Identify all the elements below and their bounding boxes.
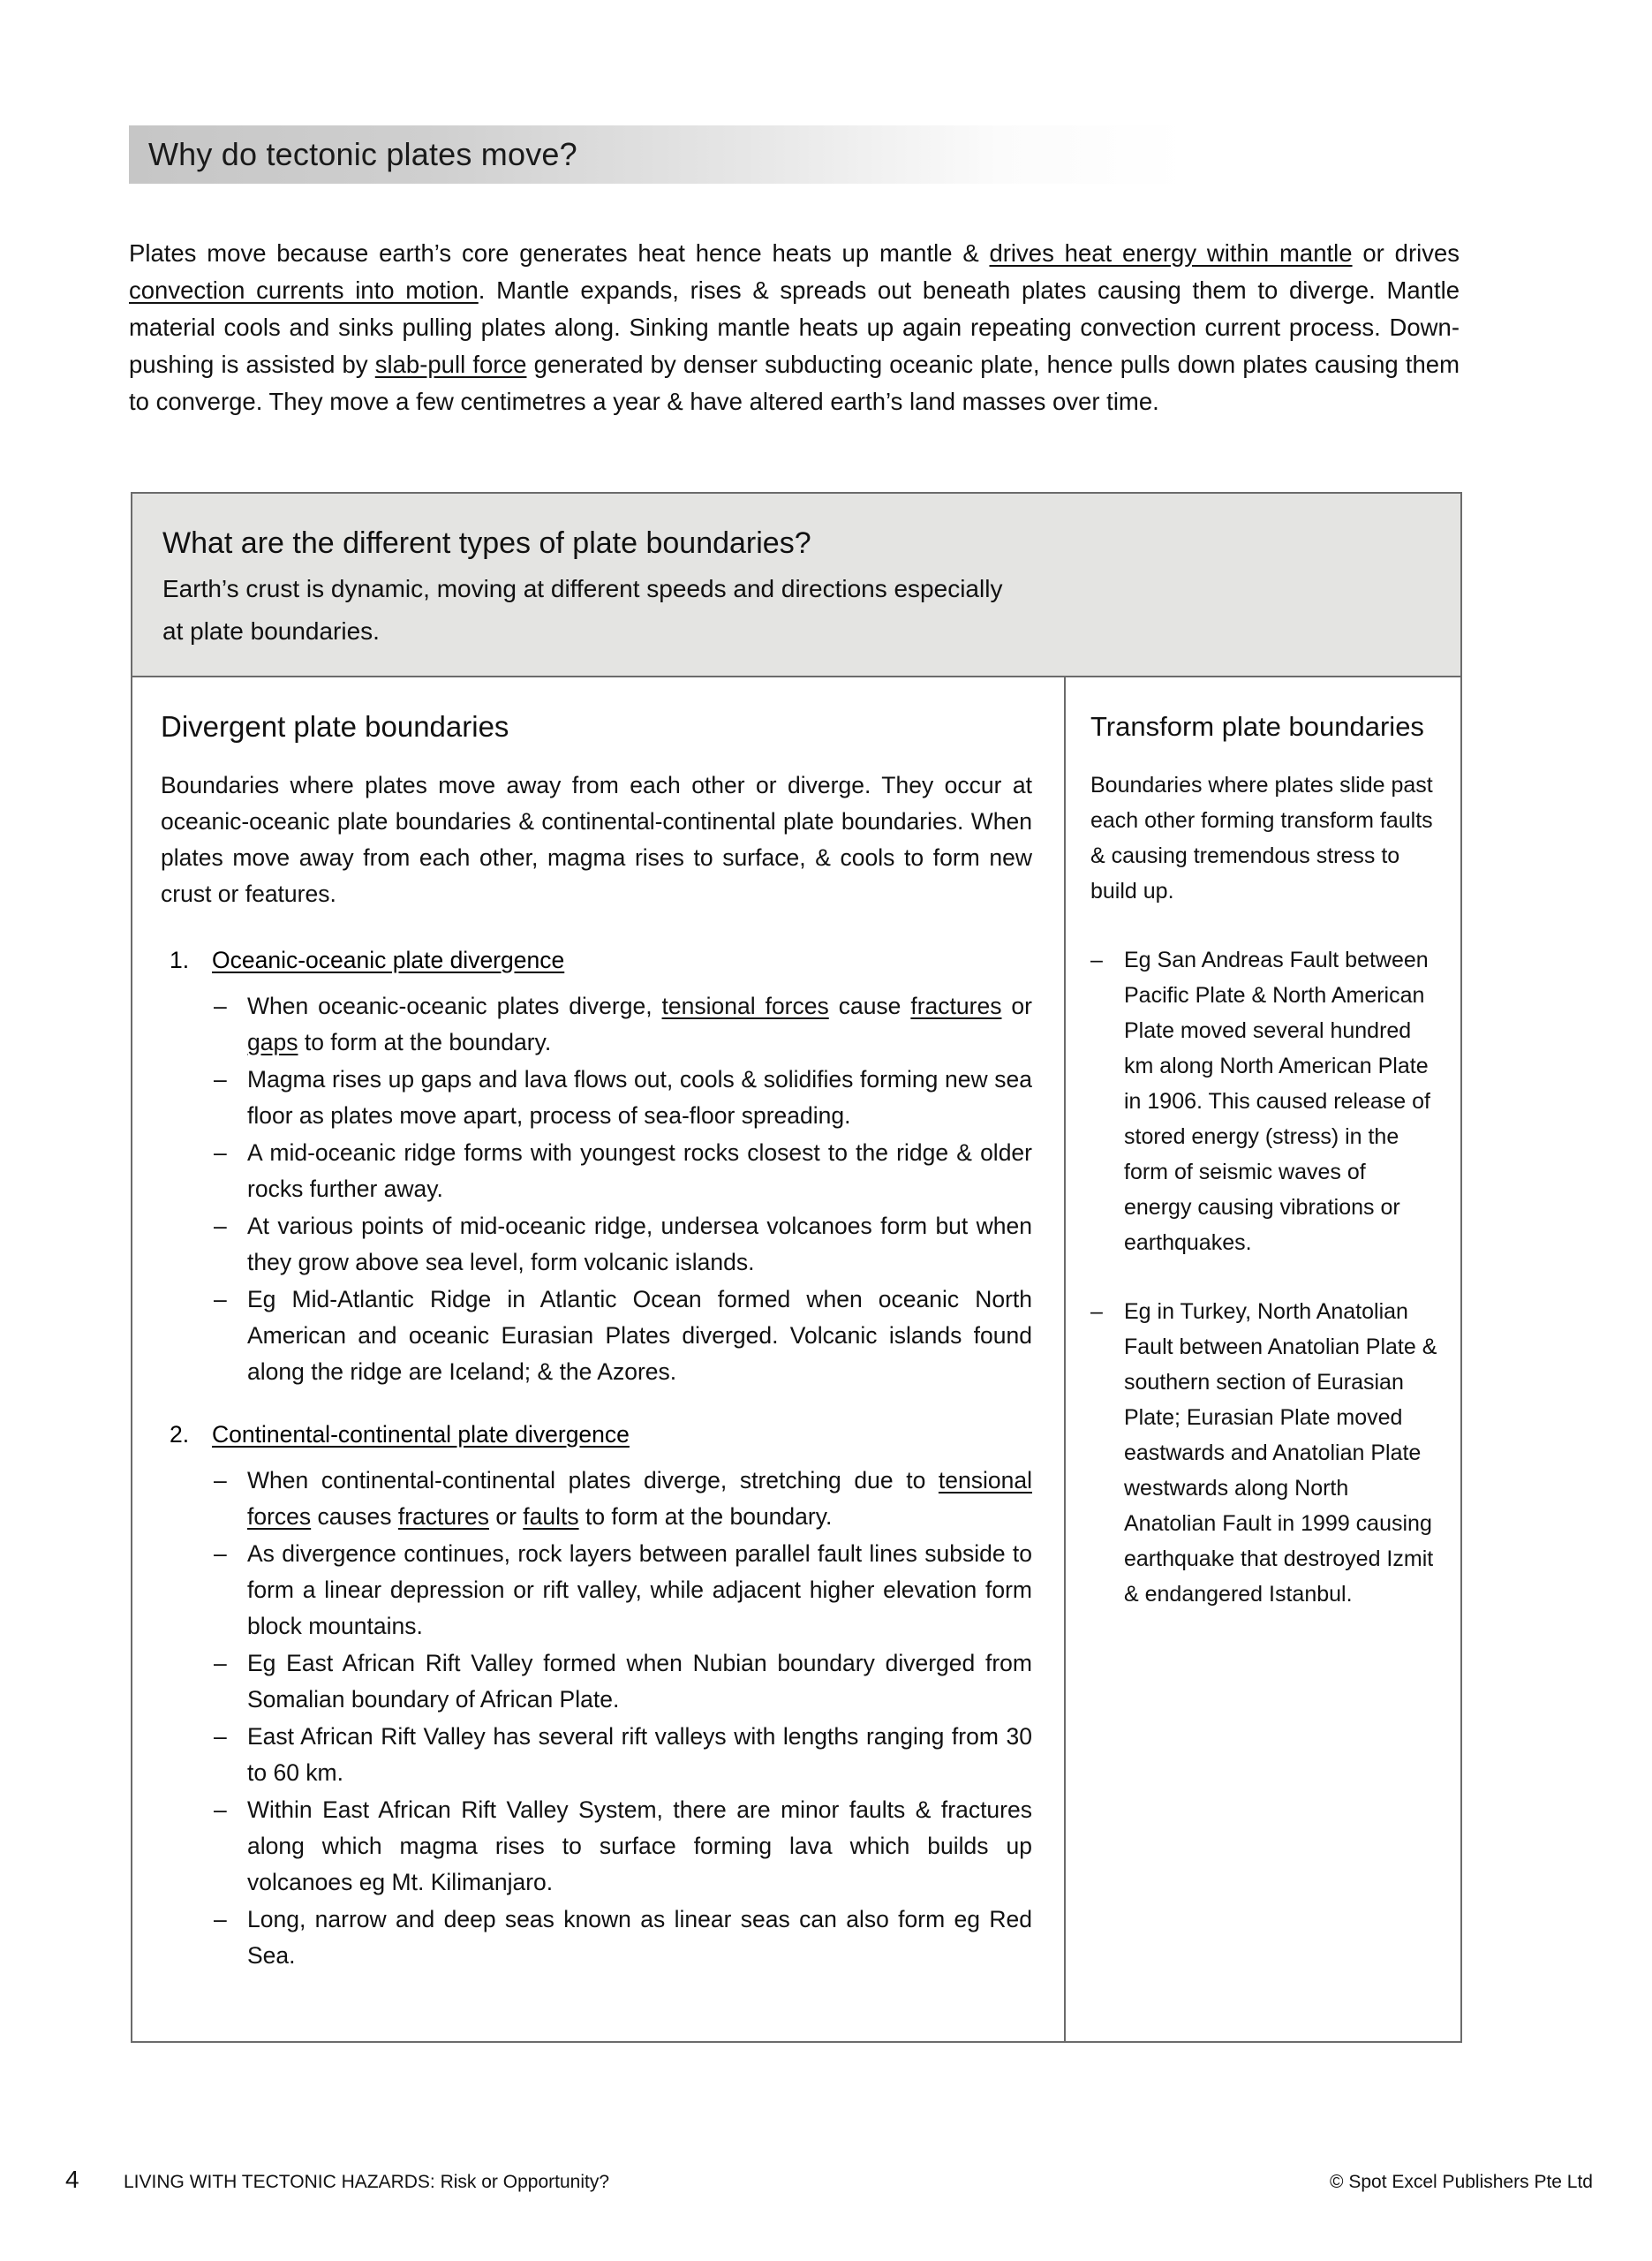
dash-bullet-icon: –: [214, 1796, 227, 1823]
box-subtitle-line-2: at plate boundaries.: [162, 617, 380, 645]
footer-copyright: © Spot Excel Publishers Pte Ltd: [1330, 2172, 1593, 2192]
divergent-list-item: [161, 1417, 1032, 1974]
text-run: When continental-continental plates diverge, stretching due to: [247, 1467, 939, 1493]
sub-bullet-item: [212, 1062, 1032, 1134]
key-term: fractures: [910, 993, 1002, 1019]
transform-bullet-text: Eg San Andreas Fault between Pacific Plate & North American Plate moved several hundred km along North American Plate in 1906. This caused release of stored energy (stress) in the form of seismic waves of energy causing vibrations or earthquakes.: [1124, 948, 1430, 1255]
transform-lead: Boundaries where plates slide past each other forming transform faults & causing tremendous stress to build up.: [1090, 773, 1433, 904]
sub-bullet-item: [212, 1282, 1032, 1390]
key-term: tensional forces: [247, 1467, 1032, 1530]
text-run: Long, narrow and deep seas known as linear seas can also form eg Red Sea.: [247, 1906, 1032, 1969]
plate-boundaries-table: [131, 492, 1462, 2043]
text-run: Magma rises up gaps and lava flows out, cools & solidifies forming new sea floor as plates move apart, process of sea-floor spreading.: [247, 1066, 1032, 1129]
text-run: cause: [828, 993, 911, 1019]
text-run: or: [1001, 993, 1032, 1019]
key-term: slab-pull force: [374, 350, 527, 378]
text-run: . Mantle expands, rises & spreads out beneath plates causing them to diverge. Mantle material cools and sinks pulling plates along. Sinking mantle heats up again repeating convection current process. Down-pushing is assisted by: [129, 276, 1460, 378]
text-run: Within East African Rift Valley System, there are minor faults & fractures along which magma rises to surface forming lava which builds up volcanoes eg Mt. Kilimanjaro.: [247, 1796, 1032, 1895]
sub-bullet-item: [212, 1645, 1032, 1718]
sub-bullet-item: [212, 1135, 1032, 1207]
dash-bullet-icon: –: [1090, 1299, 1103, 1324]
text-run: East African Rift Valley has several rift valleys with lengths ranging from 30 to 60 km.: [247, 1723, 1032, 1786]
text-run: or drives: [1352, 238, 1460, 267]
text-run: or: [488, 1503, 524, 1530]
key-term: faults: [523, 1503, 579, 1530]
section-title-bar: [129, 125, 1188, 184]
sub-bullet-text: [247, 1282, 1032, 1390]
dash-bullet-icon: –: [214, 1540, 227, 1567]
footer-title: LIVING WITH TECTONIC HAZARDS: Risk or Opportunity?: [124, 2172, 609, 2192]
sub-bullet-text: [247, 988, 1032, 1061]
sub-bullet-item: [212, 1463, 1032, 1535]
dash-bullet-icon: –: [214, 1723, 227, 1750]
key-term: fractures: [397, 1503, 489, 1530]
dash-bullet-icon: –: [214, 1650, 227, 1676]
text-run: Eg Mid-Atlantic Ridge in Atlantic Ocean formed when oceanic North American and oceanic Eurasian Plates diverged. Volcanic islands found along the ridge are Iceland; & the Azores.: [247, 1286, 1032, 1385]
transform-bullet-text: Eg in Turkey, North Anatolian Fault between Anatolian Plate & southern section of Eurasian Plate; Eurasian Plate moved eastwards and Anatolian Plate westwards along North Anatolian Fault in 1999 causing earthquake that destroyed Izmit & endangered Istanbul.: [1124, 1299, 1437, 1607]
divergent-heading: Divergent plate boundaries: [161, 710, 509, 743]
dash-bullet-icon: –: [214, 1906, 227, 1932]
text-run: to form at the boundary.: [578, 1503, 833, 1530]
table-body: [132, 677, 1460, 2041]
page-footer: [65, 2166, 1593, 2194]
key-term: drives heat energy within mantle: [989, 238, 1353, 267]
dash-bullet-icon: –: [214, 1467, 227, 1493]
intro-paragraph: [129, 235, 1460, 420]
divergent-column: [132, 677, 1066, 2041]
sub-bullet-item: [212, 1902, 1032, 1974]
sub-bullet-text: [247, 1208, 1032, 1281]
dash-bullet-icon: –: [214, 1139, 227, 1166]
divergent-lead: Boundaries where plates move away from each other or diverge. They occur at oceanic-oceanic plate boundaries & continental-continental plate boundaries. When plates move away from each other, magma rises to surface, & cools to form new crust or features.: [161, 772, 1032, 907]
transform-bullet-list: [1090, 942, 1439, 1612]
text-run: Plates move because earth’s core generates heat hence heats up mantle &: [129, 238, 990, 267]
sub-bullet-text: [247, 1062, 1032, 1134]
text-run: to form at the boundary.: [298, 1029, 552, 1055]
sub-bullet-item: [212, 1536, 1032, 1645]
dash-bullet-icon: –: [214, 1286, 227, 1312]
dash-bullet-icon: –: [214, 1213, 227, 1239]
sub-bullet-text: [247, 1719, 1032, 1791]
sub-bullet-text: [247, 1463, 1032, 1535]
sub-bullet-text: [247, 1645, 1032, 1718]
list-item-number: 2.: [170, 1421, 190, 1448]
box-question: What are the different types of plate boundaries?: [162, 526, 811, 560]
sub-bullet-item: [212, 1719, 1032, 1791]
transform-heading: Transform plate boundaries: [1090, 711, 1424, 742]
footer-page-number: 4: [65, 2166, 79, 2193]
sub-bullet-item: [212, 1792, 1032, 1901]
divergent-list-item: [161, 942, 1032, 1390]
sub-bullet-list: [212, 988, 1032, 1390]
text-run: A mid-oceanic ridge forms with youngest rocks closest to the ridge & older rocks further away.: [247, 1139, 1032, 1202]
sub-bullet-text: [247, 1792, 1032, 1901]
box-subtitle-line-1: Earth’s crust is dynamic, moving at different speeds and directions especially: [162, 575, 1003, 602]
dash-bullet-icon: –: [1090, 948, 1103, 972]
text-run: generated by denser subducting oceanic plate, hence pulls down plates causing them to converge. They move a few centimetres a year & have altered earth’s land masses over time.: [129, 350, 1460, 415]
text-run: Eg East African Rift Valley formed when Nubian boundary diverged from Somalian boundary of African Plate.: [247, 1650, 1032, 1713]
section-title: Why do tectonic plates move?: [148, 136, 577, 172]
transform-column: [1066, 677, 1460, 2041]
text-run: causes: [311, 1503, 398, 1530]
transform-bullet-item: [1090, 1294, 1439, 1612]
sub-bullet-text: [247, 1135, 1032, 1207]
list-item-number: 1.: [170, 947, 190, 973]
text-run: As divergence continues, rock layers between parallel fault lines subside to form a linear depression or rift valley, while adjacent higher elevation form block mountains.: [247, 1540, 1032, 1639]
sub-bullet-text: [247, 1536, 1032, 1645]
sub-bullet-item: [212, 1208, 1032, 1281]
list-item-title: Oceanic-oceanic plate divergence: [212, 947, 565, 973]
divergent-numbered-list: [161, 942, 1032, 1974]
table-header-cell: [132, 494, 1460, 677]
transform-bullet-item: [1090, 942, 1439, 1260]
key-term: gaps: [247, 1029, 298, 1055]
key-term: convection currents into motion: [129, 276, 479, 304]
dash-bullet-icon: –: [214, 993, 227, 1019]
text-run: At various points of mid-oceanic ridge, undersea volcanoes form but when they grow above sea level, form volcanic islands.: [247, 1213, 1032, 1275]
sub-bullet-text: [247, 1902, 1032, 1974]
dash-bullet-icon: –: [214, 1066, 227, 1093]
sub-bullet-item: [212, 988, 1032, 1061]
text-run: When oceanic-oceanic plates diverge,: [247, 993, 662, 1019]
sub-bullet-list: [212, 1463, 1032, 1974]
list-item-title: Continental-continental plate divergence: [212, 1421, 630, 1448]
key-term: tensional forces: [661, 993, 829, 1019]
